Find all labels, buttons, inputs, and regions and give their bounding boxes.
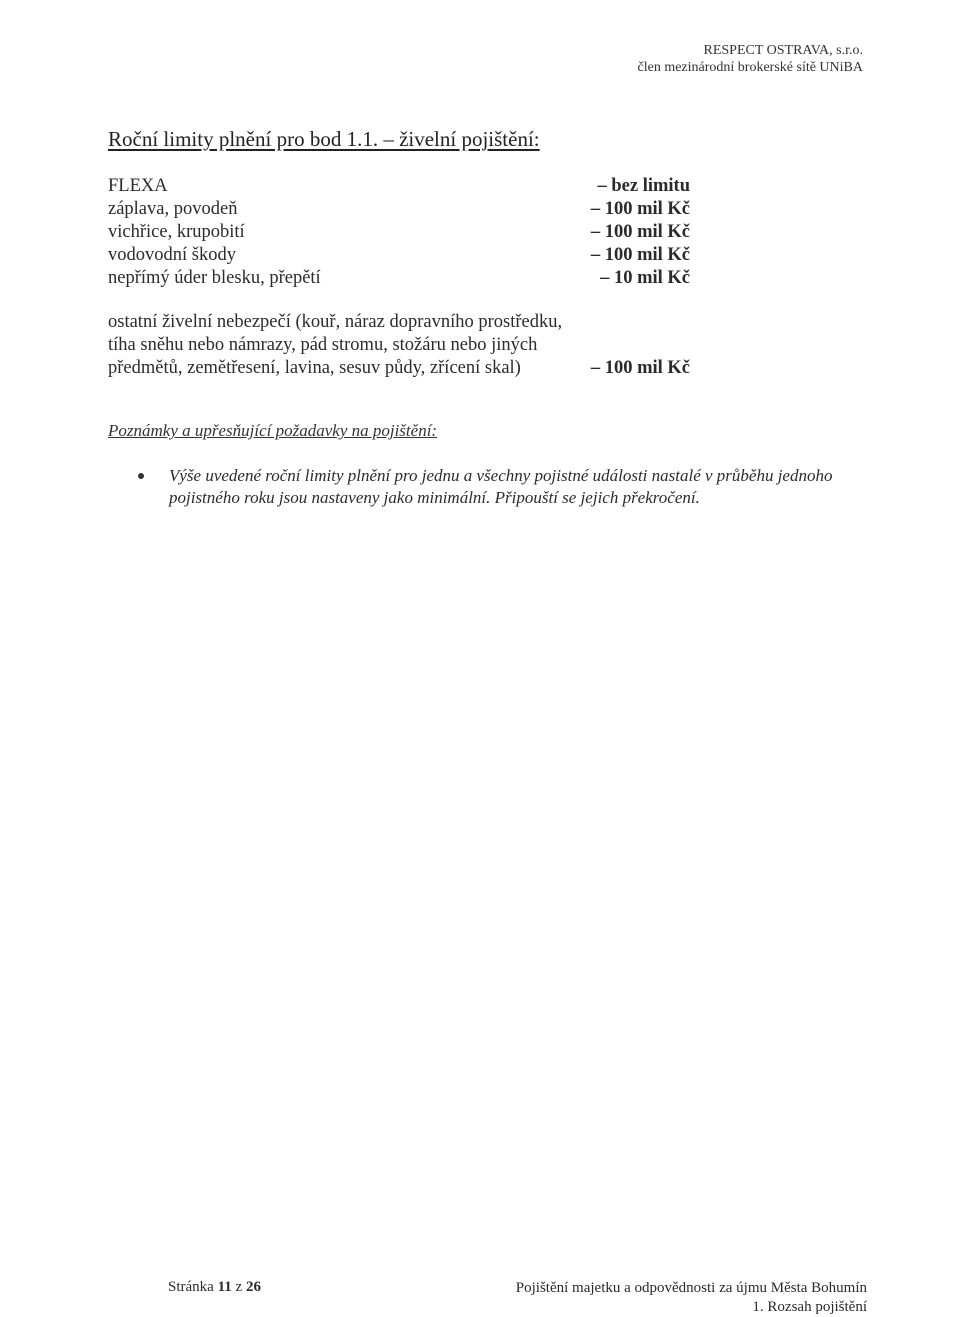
page-total: 26	[245, 1279, 261, 1295]
document-title: Pojištění majetku a odpovědnosti za újmu Města Bohumín	[515, 1280, 867, 1296]
other-perils-line: ostatní živelní nebezpečí (kouř, náraz dopravního prostředku,	[108, 312, 563, 332]
limit-label: vodovodní škody	[108, 245, 236, 265]
limit-value: – 100 mil Kč	[590, 245, 690, 265]
page-header	[638, 42, 864, 76]
footer-document-info	[516, 1279, 867, 1317]
page-number	[168, 1279, 261, 1296]
limit-row	[108, 198, 690, 221]
company-name: RESPECT OSTRAVA, s.r.o.	[703, 43, 863, 58]
bullet-icon	[138, 473, 144, 479]
limit-value: – 10 mil Kč	[600, 268, 690, 288]
limit-row	[108, 221, 690, 244]
chapter-title: 1. Rozsah pojištění	[752, 1299, 867, 1315]
limit-label: FLEXA	[108, 176, 168, 196]
page-current: 11	[217, 1279, 232, 1295]
note-text: Výše uvedené roční limity plnění pro jednu a všechny pojistné události nastalé v průběhu jednoho pojistného roku jsou nastaveny jako minimální. Připouští se jejich překročení.	[169, 466, 833, 507]
limit-value: – 100 mil Kč	[590, 222, 690, 242]
limit-label: nepřímý úder blesku, přepětí	[108, 268, 321, 288]
other-perils	[108, 311, 690, 380]
limits-table	[108, 175, 690, 290]
limit-value: – 100 mil Kč	[590, 199, 690, 219]
notes-list	[138, 465, 878, 509]
limit-label: záplava, povodeň	[108, 199, 238, 219]
page-of: z	[235, 1279, 243, 1295]
limit-row	[108, 175, 690, 198]
other-perils-last-line	[108, 357, 690, 380]
list-item	[138, 465, 878, 509]
limit-row	[108, 267, 690, 290]
other-perils-line: předmětů, zemětřesení, lavina, sesuv půdy, zřícení skal)	[108, 358, 521, 378]
section-title: Roční limity plnění pro bod 1.1. – živelní pojištění:	[108, 127, 540, 151]
notes-heading: Poznámky a upřesňující požadavky na pojištění:	[108, 421, 438, 440]
page-label: Stránka	[168, 1279, 214, 1295]
limit-row	[108, 244, 690, 267]
broker-network: člen mezinárodní brokerské sítě UNiBA	[637, 60, 863, 75]
limit-label: vichřice, krupobití	[108, 222, 245, 242]
limit-value: – bez limitu	[597, 176, 690, 196]
other-perils-line: tíha sněhu nebo námrazy, pád stromu, stožáru nebo jiných	[108, 335, 538, 355]
other-perils-value: – 100 mil Kč	[590, 358, 690, 378]
